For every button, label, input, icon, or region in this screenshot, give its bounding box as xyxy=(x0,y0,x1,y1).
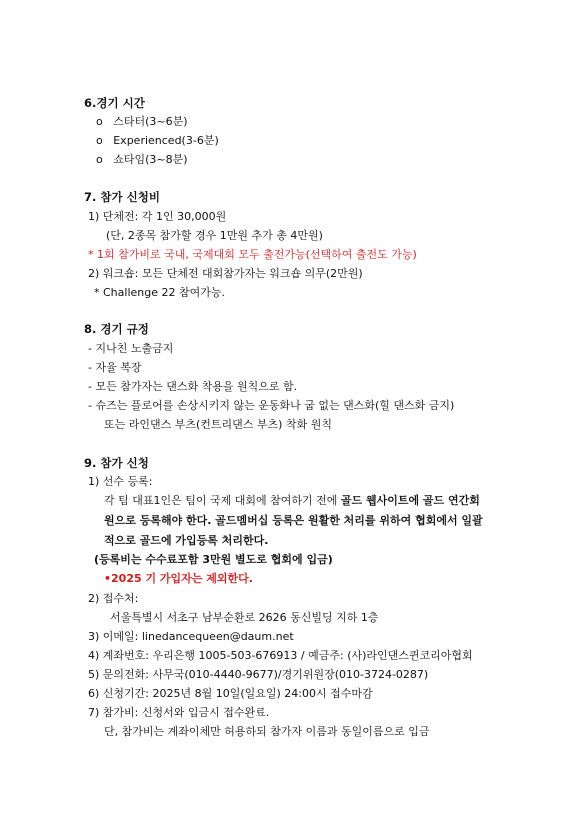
reg-heading: 1) 선수 등록: xyxy=(88,475,153,488)
section-7-title: 7. 참가 신청비 xyxy=(84,190,160,204)
info-item: 2) 접수처: xyxy=(88,592,139,605)
info-address: 서울특별시 서초구 남부순환로 2626 동신빌딩 지하 1층 xyxy=(110,611,379,624)
list-bullet: o xyxy=(96,115,103,128)
reg-fee-note: (등록비는 수수료포함 3만원 별도로 협회에 입금) xyxy=(94,553,333,566)
list-item xyxy=(96,115,188,129)
reg-text-plain: 각 팀 대표1인은 팀이 국제 대회에 참여하기 전에 xyxy=(104,494,341,507)
section-8-title: 8. 경기 규정 xyxy=(84,322,149,336)
section-6-title: 6.경기 시간 xyxy=(84,96,145,110)
list-item xyxy=(96,134,219,148)
rule-item-cont: 또는 라인댄스 부츠(컨트리댄스 부츠) 착화 원칙 xyxy=(104,418,332,431)
rule-item: - 모든 참가자는 댄스화 착용을 원칙으로 함. xyxy=(88,380,298,393)
section-9-title: 9. 참가 신청 xyxy=(84,456,149,470)
rule-item: - 자율 복장 xyxy=(88,361,142,374)
fee-challenge: * Challenge 22 참여가능. xyxy=(94,286,225,299)
info-account: 4) 계좌번호: 우리은행 1005-503-676913 / 예금주: (사)라인댄스퀸코리아협회 xyxy=(88,649,473,662)
reg-exemption: •2025 기 가입자는 제외한다. xyxy=(104,572,253,585)
fee-team: 1) 단체전: 각 1인 30,000원 xyxy=(88,210,227,223)
list-item-text: 스타터(3~6분) xyxy=(113,115,188,128)
fee-note: (단, 2종목 참가할 경우 1만원 추가 총 4만원) xyxy=(106,229,323,242)
reg-text-bold: 골드 웹사이트에 골드 연간회 xyxy=(340,494,480,507)
info-email: 3) 이메일: linedancequeen@daum.net xyxy=(88,630,294,643)
list-bullet: o xyxy=(96,153,103,166)
rule-item: - 지나친 노출금지 xyxy=(88,342,174,355)
info-fee-note: 단, 참가비는 계좌이체만 허용하되 참가자 이름과 동일이름으로 입금 xyxy=(104,725,430,738)
reg-text xyxy=(104,494,480,508)
info-fee: 7) 참가비: 신청서와 입금시 접수완료. xyxy=(88,706,270,719)
fee-workshop: 2) 워크숍: 모든 단체전 대회참가자는 워크숍 의무(2만원) xyxy=(88,267,363,280)
fee-notice: * 1회 참가비로 국내, 국제대회 모두 출전가능(선택하여 출전도 가능) xyxy=(88,248,417,261)
reg-text: 적으로 골드에 가입등록 처리한다. xyxy=(104,534,269,547)
list-item xyxy=(96,153,188,167)
reg-text: 원으로 등록해야 한다. 골드멤버십 등록은 원활한 처리를 위하여 협회에서 일괄 xyxy=(104,514,483,527)
list-bullet: o xyxy=(96,134,103,147)
info-deadline: 6) 신청기간: 2025년 8월 10일(일요일) 24:00시 접수마감 xyxy=(88,687,373,700)
info-phone: 5) 문의전화: 사무국(010-4440-9677)/경기위원장(010-3724-0287) xyxy=(88,668,429,681)
list-item-text: Experienced(3-6분) xyxy=(113,134,219,147)
list-item-text: 쇼타임(3~8분) xyxy=(113,153,188,166)
rule-item: - 슈즈는 플로어를 손상시키지 않는 운동화나 굽 없는 댄스화(힐 댄스화 금지) xyxy=(88,399,455,412)
